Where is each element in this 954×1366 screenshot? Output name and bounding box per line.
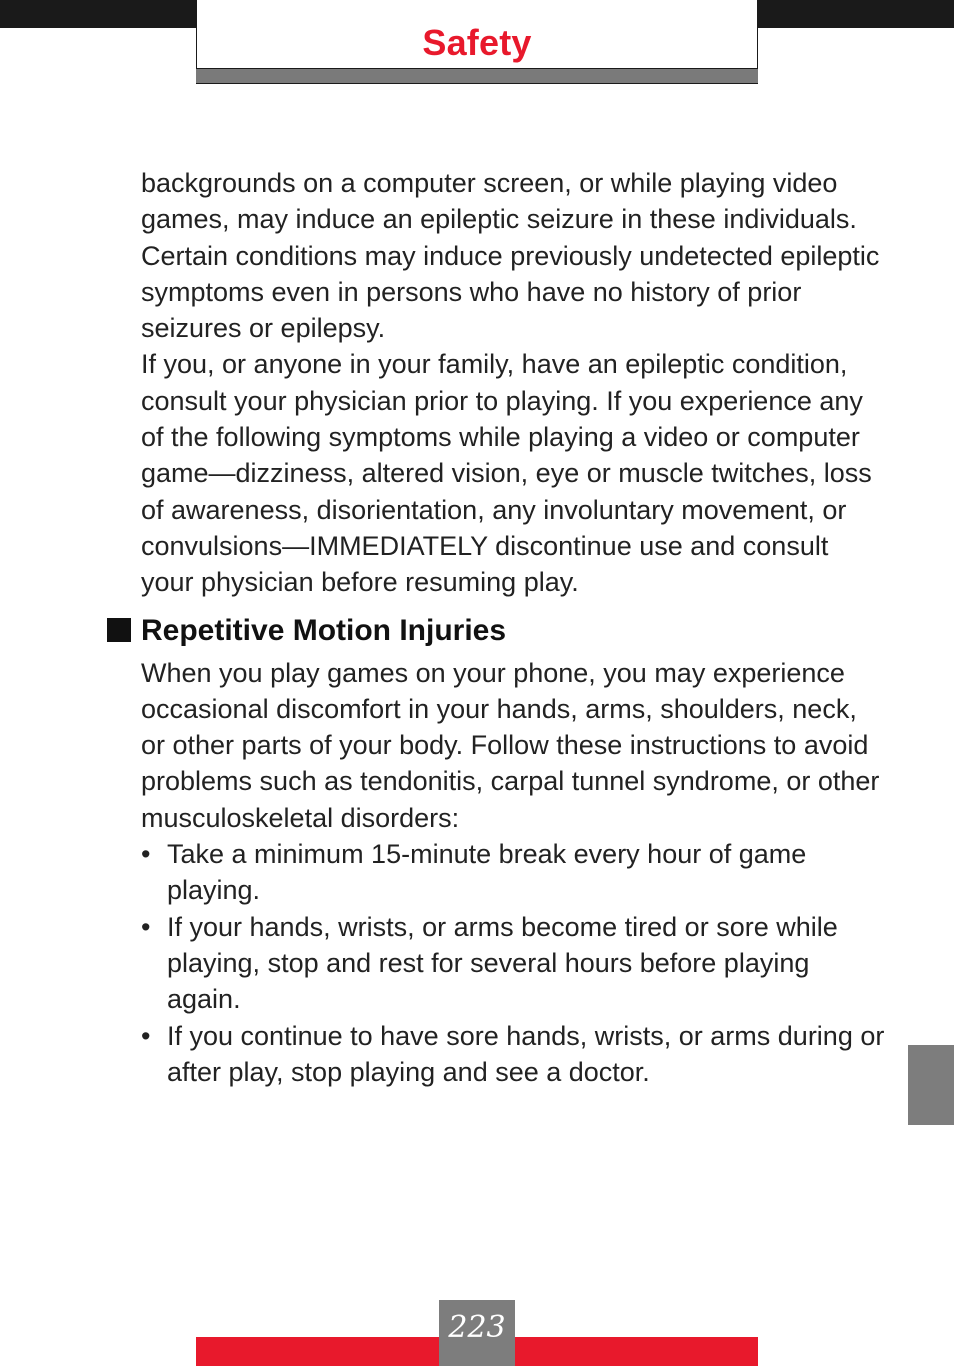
list-item bbox=[141, 836, 886, 909]
header-bar-left bbox=[0, 0, 196, 28]
page-number: 223 bbox=[448, 1310, 506, 1345]
paragraph: If you, or anyone in your family, have an epileptic condition, consult your physician prior to playing. If you experience any of the following symptoms while playing a video or computer game—dizziness, altered vision, eye or muscle twitches, loss of awareness, disorientation, any involuntary movement, or convulsions—IMMEDIATELY discontinue use and consult your physician before resuming play. bbox=[141, 349, 872, 598]
bullet-dot-icon: • bbox=[141, 1020, 151, 1051]
square-bullet-icon bbox=[107, 618, 131, 642]
section-heading bbox=[141, 613, 886, 649]
list-item bbox=[141, 1018, 886, 1091]
header-bar-right bbox=[758, 0, 954, 28]
chapter-side-tab bbox=[908, 1045, 954, 1125]
header-tab bbox=[196, 0, 758, 83]
list-item bbox=[141, 909, 886, 1018]
bullet-dot-icon: • bbox=[141, 839, 151, 870]
page-number-box bbox=[439, 1300, 515, 1366]
paragraph: backgrounds on a computer screen, or while playing video games, may induce an epileptic seizure in these individuals. Certain conditions may induce previously undetected epileptic symptoms even in persons who have no history of prior seizures or epilepsy. bbox=[141, 168, 880, 344]
bullet-dot-icon: • bbox=[141, 911, 151, 942]
section-heading-text: Repetitive Motion Injuries bbox=[141, 613, 507, 647]
bullet-list bbox=[141, 836, 886, 1090]
section-intro: When you play games on your phone, you may experience occasional discomfort in your hands, arms, shoulders, neck, or other parts of your body. Follow these instructions to avoid problems such as tendonitis, carpal tunnel syndrome, or other musculoskeletal disorders: bbox=[141, 657, 880, 833]
list-item-text: If your hands, wrists, or arms become tired or sore while playing, stop and rest for several hours before playing again. bbox=[167, 911, 838, 1015]
header-rule bbox=[196, 68, 758, 84]
main-content bbox=[141, 165, 886, 1090]
list-item-text: Take a minimum 15-minute break every hour of game playing. bbox=[167, 839, 807, 906]
list-item-text: If you continue to have sore hands, wrists, or arms during or after play, stop playing and see a doctor. bbox=[167, 1020, 885, 1087]
page-title: Safety bbox=[422, 22, 532, 63]
